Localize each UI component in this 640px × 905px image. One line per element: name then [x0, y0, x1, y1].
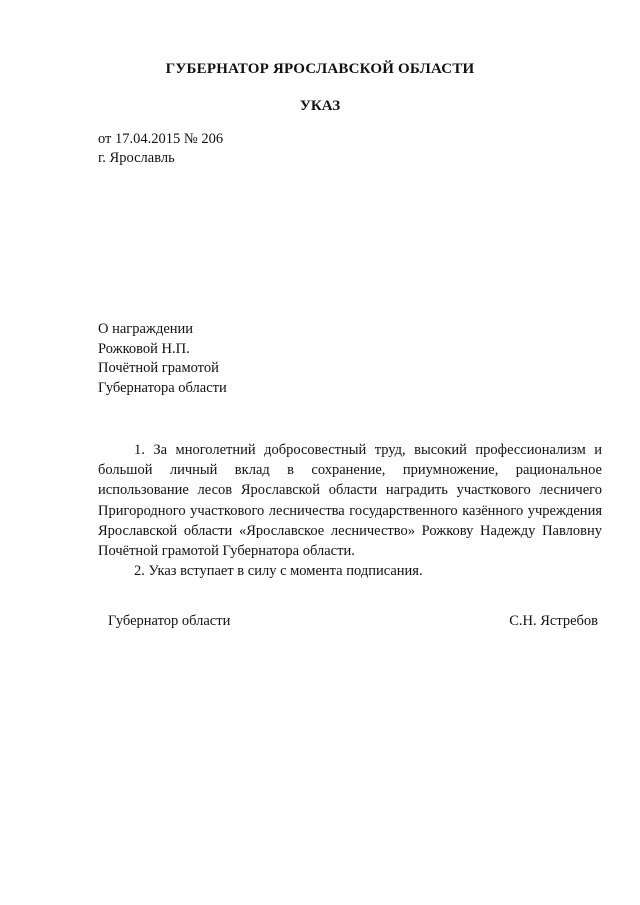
subject-line: Почётной грамотой — [98, 360, 219, 376]
document-authority-title: ГУБЕРНАТОР ЯРОСЛАВСКОЙ ОБЛАСТИ — [165, 61, 475, 77]
document-city: г. Ярославль — [98, 150, 175, 166]
document-date-number: от 17.04.2015 № 206 — [98, 131, 224, 147]
document-meta — [98, 130, 223, 168]
body-paragraph-1: 1. За многолетний добросовестный труд, высокий профессионализм и большой личный вклад в сохранение, приумножение, рациональное использование лесов Ярославской области наградить участкового лесничего Пригородного участкового лесничества государственного казённого учреждения Ярославской области «Ярославское лесничество» Рожкову Надежду Павловну Почётной грамотой Губернатора области. — [98, 442, 602, 560]
subject-line: Рожковой Н.П. — [98, 340, 190, 357]
signature-role: Губернатор области — [108, 613, 231, 629]
signature-name: С.Н. Ястребов — [509, 613, 598, 629]
document-type-heading: УКАЗ — [299, 98, 341, 114]
body-paragraph-2: 2. Указ вступает в силу с момента подписания. — [134, 563, 423, 580]
document-subject — [98, 320, 227, 398]
subject-line: Губернатора области — [98, 379, 227, 396]
subject-line: О награждении — [98, 321, 194, 337]
document-body — [98, 440, 602, 581]
